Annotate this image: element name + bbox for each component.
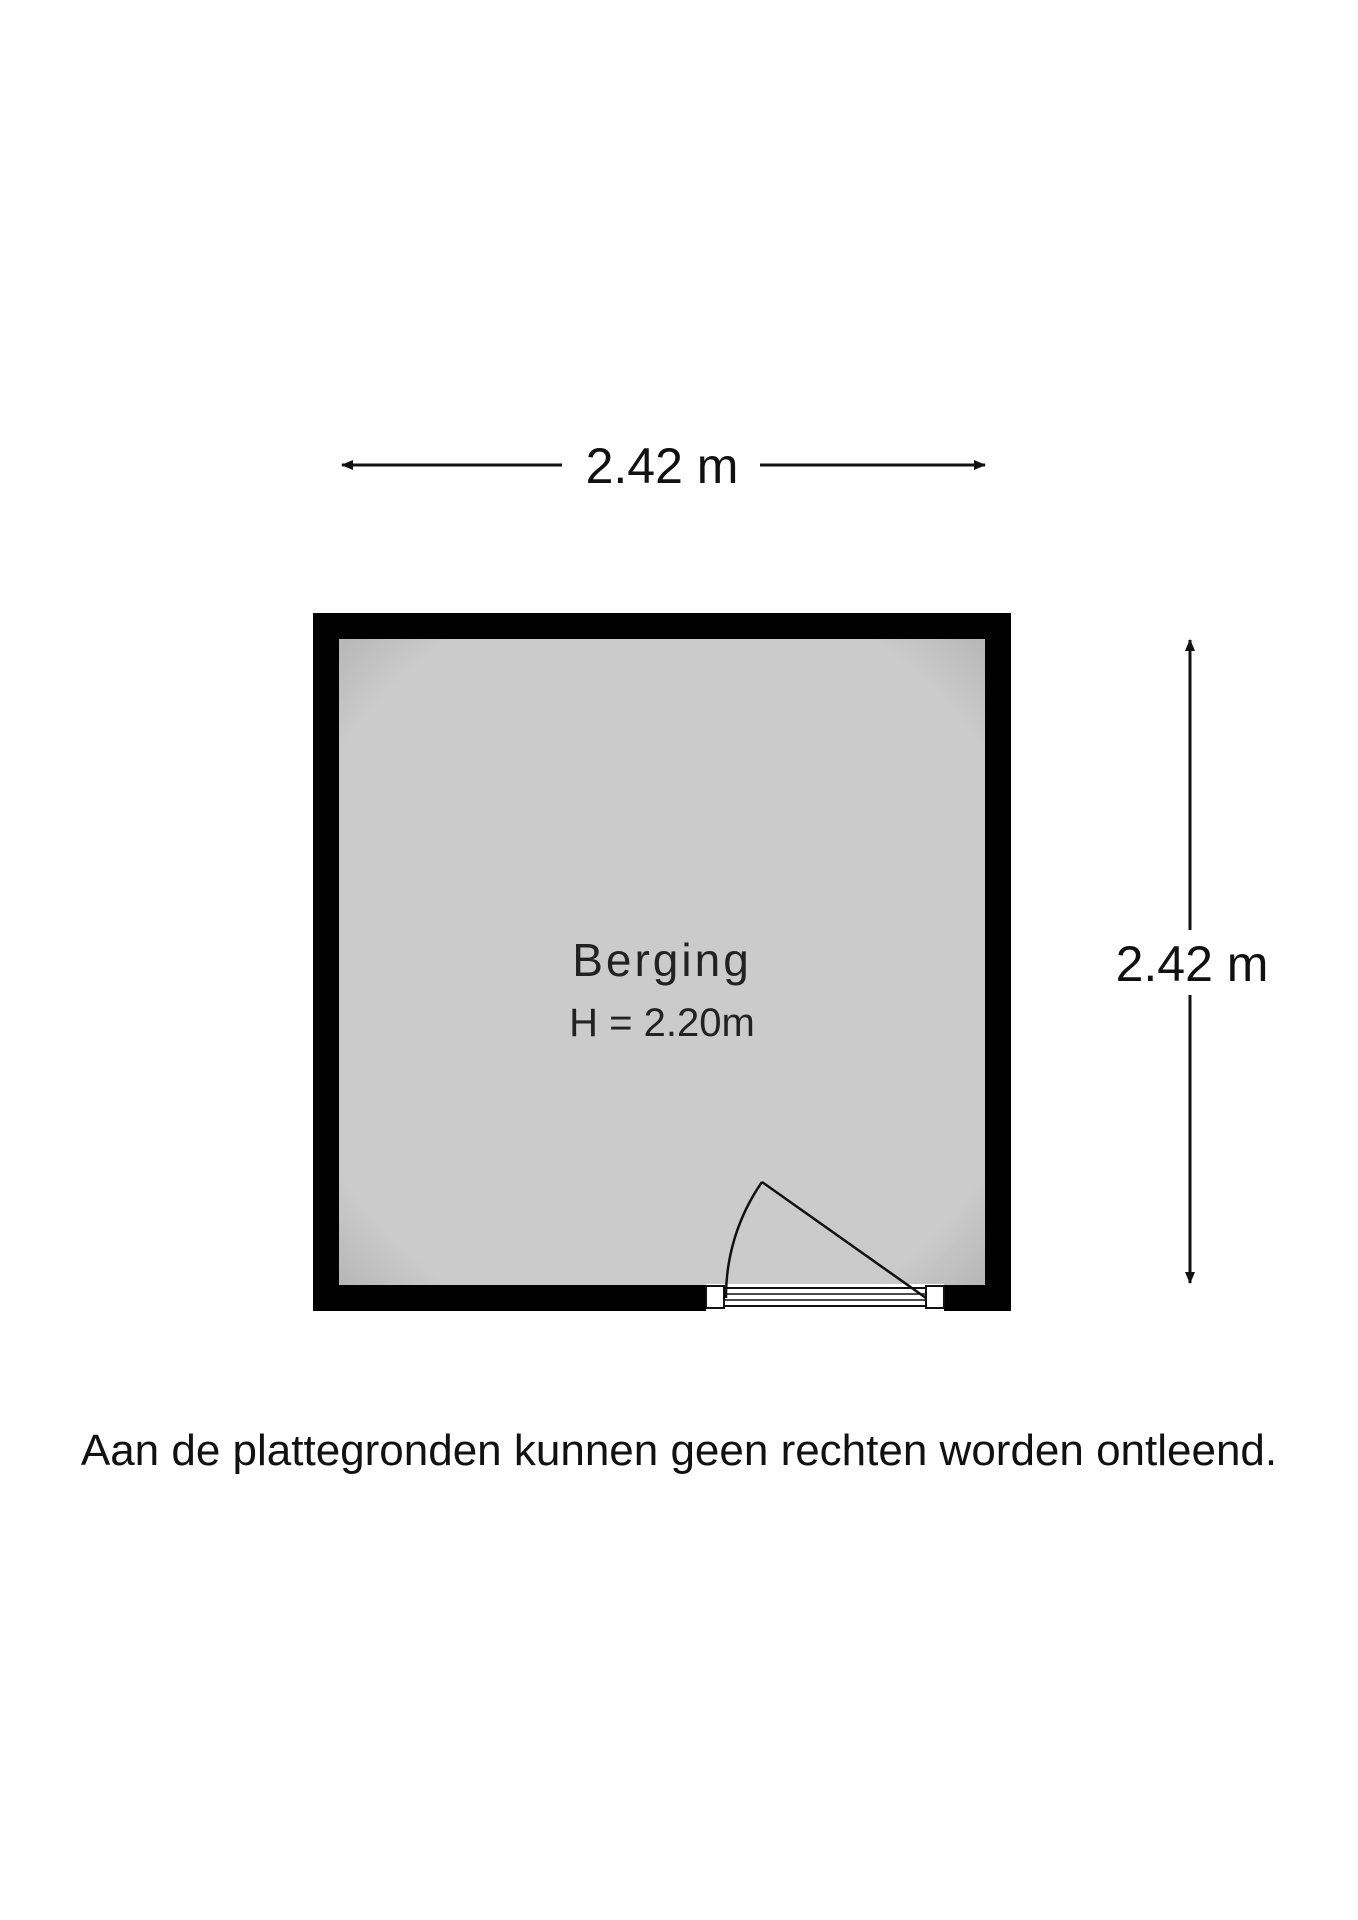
door-jamb-left <box>706 1286 724 1308</box>
depth-dimension <box>1116 640 1269 1283</box>
room-name-label: Berging <box>572 934 752 986</box>
disclaimer-text: Aan de plattegronden kunnen geen rechten worden ontleend. <box>80 1426 1278 1475</box>
depth-dimension-label: 2.42 m <box>1115 936 1269 992</box>
room-height-label: H = 2.20m <box>569 1001 755 1045</box>
door-jamb-right <box>926 1286 944 1308</box>
width-dimension <box>342 438 985 494</box>
width-dimension-label: 2.42 m <box>585 438 739 494</box>
